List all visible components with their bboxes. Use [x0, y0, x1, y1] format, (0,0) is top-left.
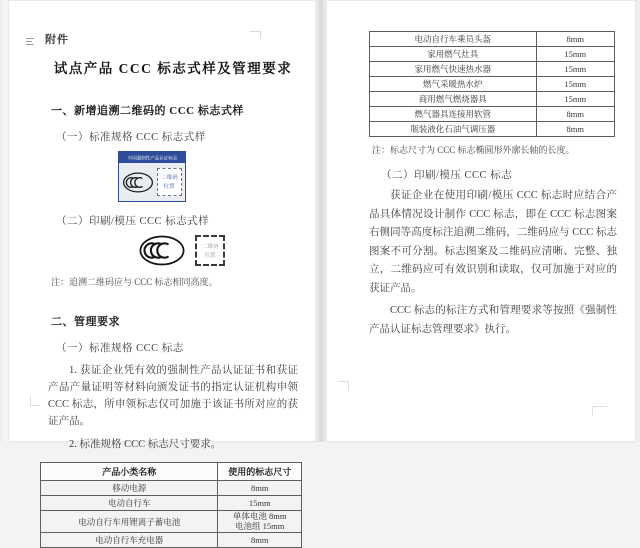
- mark-size-cell: [218, 511, 302, 533]
- product-name-cell: 电动自行车用锂离子蓄电池: [41, 511, 218, 533]
- section-2-heading: 二、管理要求: [51, 316, 120, 328]
- corner-mark: [30, 396, 40, 406]
- outline-icon[interactable]: [26, 38, 34, 47]
- product-name-cell: 移动电源: [41, 481, 218, 496]
- table-row: [370, 122, 615, 137]
- qr-label-line2: 位置: [163, 183, 176, 190]
- ccc-logo-icon: [138, 234, 186, 267]
- document-page-2: [326, 0, 636, 442]
- table-row: [370, 62, 615, 77]
- page-gutter: [316, 0, 326, 442]
- table-header-row: [41, 463, 302, 481]
- qr-placeholder-box: [195, 235, 225, 266]
- table-row: [370, 47, 615, 62]
- product-name-cell: 商用燃气燃烧器具: [370, 92, 537, 107]
- mark-size-line1: 单体电池 8mm: [232, 511, 287, 521]
- mark-size-cell: 8mm: [218, 533, 302, 548]
- product-name-cell: 电动自行车: [41, 496, 218, 511]
- paragraph-size-requirement: 2. 标准规格 CCC 标志尺寸要求。: [69, 439, 222, 450]
- ccc-standard-mark-badge: [118, 151, 186, 202]
- mark-size-cell: 8mm: [536, 32, 614, 47]
- qr-label-line1: 二维码: [201, 242, 219, 249]
- mark-size-cell: 15mm: [536, 47, 614, 62]
- qr-label-line2: 位置: [204, 251, 216, 258]
- product-name-cell: 瓶装液化石油气调压器: [370, 122, 537, 137]
- mark-size-cell: 8mm: [218, 481, 302, 496]
- table-row: [41, 533, 302, 548]
- table-row: [41, 511, 302, 533]
- paragraph-print-design: 获证企业在使用印刷/模压 CCC 标志时应结合产品具体情况设计制作 CCC 标志，即在 CCC 标志图案右侧同等高度标注追溯二维码，二维码应与 CCC 标志图案不可分割。标志图案及二维码应清晰、完整、独立，二维码应可有效识别和读取，仅可加施于对应的获证产品。: [369, 190, 617, 294]
- table-row: [41, 481, 302, 496]
- document-title: 试点产品 CCC 标志式样及管理要求: [53, 61, 293, 76]
- column-header-size: 使用的标志尺寸: [218, 463, 302, 481]
- section-2-2-heading: （二）印刷/模压 CCC 标志: [381, 170, 513, 181]
- paragraph-apply-mark: 1. 获证企业凭有效的强制性产品认证证书和获证产品产量证明等材料向颁发证书的指定认证机构申领 CCC 标志，所申领标志仅可加施于该证书所对应的获证产品。: [48, 365, 298, 427]
- mark-height-note: 注：追溯二维码应与 CCC 标志相同高度。: [51, 277, 218, 287]
- product-name-cell: 燃气采暖热水炉: [370, 77, 537, 92]
- column-header-product: 产品小类名称: [41, 463, 218, 481]
- table-row: [370, 107, 615, 122]
- paragraph-follow-rules: CCC 标志的标注方式和管理要求等按照《强制性产品认证标志管理要求》执行。: [369, 305, 617, 335]
- corner-mark: [592, 406, 607, 416]
- mark-size-table-continued: [369, 31, 615, 137]
- mark-size-cell: 8mm: [536, 107, 614, 122]
- size-definition-note: 注：标志尺寸为 CCC 标志椭圆形外廓长轴的长度。: [372, 145, 575, 155]
- mark-size-cell: 15mm: [536, 92, 614, 107]
- mark-size-cell: 15mm: [536, 62, 614, 77]
- mark-size-cell: 15mm: [218, 496, 302, 511]
- attachment-label: 附件: [45, 34, 69, 46]
- mark-size-cell: 8mm: [536, 122, 614, 137]
- ccc-logo-icon: [122, 171, 154, 194]
- badge-header-text: 中国强制性产品认证标志: [127, 155, 177, 161]
- document-page-1: [8, 0, 316, 545]
- table-row: [370, 32, 615, 47]
- section-2-1-heading: （一）标准规格 CCC 标志: [56, 343, 184, 354]
- table-row: [41, 496, 302, 511]
- product-name-cell: 燃气器具连接用软管: [370, 107, 537, 122]
- product-name-cell: 家用燃气快速热水器: [370, 62, 537, 77]
- mark-size-cell: 15mm: [536, 77, 614, 92]
- mark-size-line2: 电池组 15mm: [235, 520, 285, 531]
- qr-placeholder-box: [157, 168, 182, 196]
- corner-mark: [250, 31, 261, 39]
- product-name-cell: 电动自行车乘员头盔: [370, 32, 537, 47]
- table-row: [370, 92, 615, 107]
- ccc-print-mark: [138, 234, 298, 267]
- mark-size-table: [40, 462, 302, 548]
- qr-label-line1: 二维码: [161, 174, 178, 181]
- badge-header: [119, 152, 185, 163]
- product-name-cell: 家用燃气灶具: [370, 47, 537, 62]
- corner-mark: [338, 381, 349, 390]
- product-name-cell: 电动自行车充电器: [41, 533, 218, 548]
- section-1-heading: 一、新增追溯二维码的 CCC 标志式样: [51, 105, 244, 117]
- badge-body: [119, 163, 185, 201]
- section-1-1-heading: （一）标准规格 CCC 标志式样: [56, 132, 206, 143]
- section-1-2-heading: （二）印刷/模压 CCC 标志式样: [56, 216, 210, 227]
- table-row: [370, 77, 615, 92]
